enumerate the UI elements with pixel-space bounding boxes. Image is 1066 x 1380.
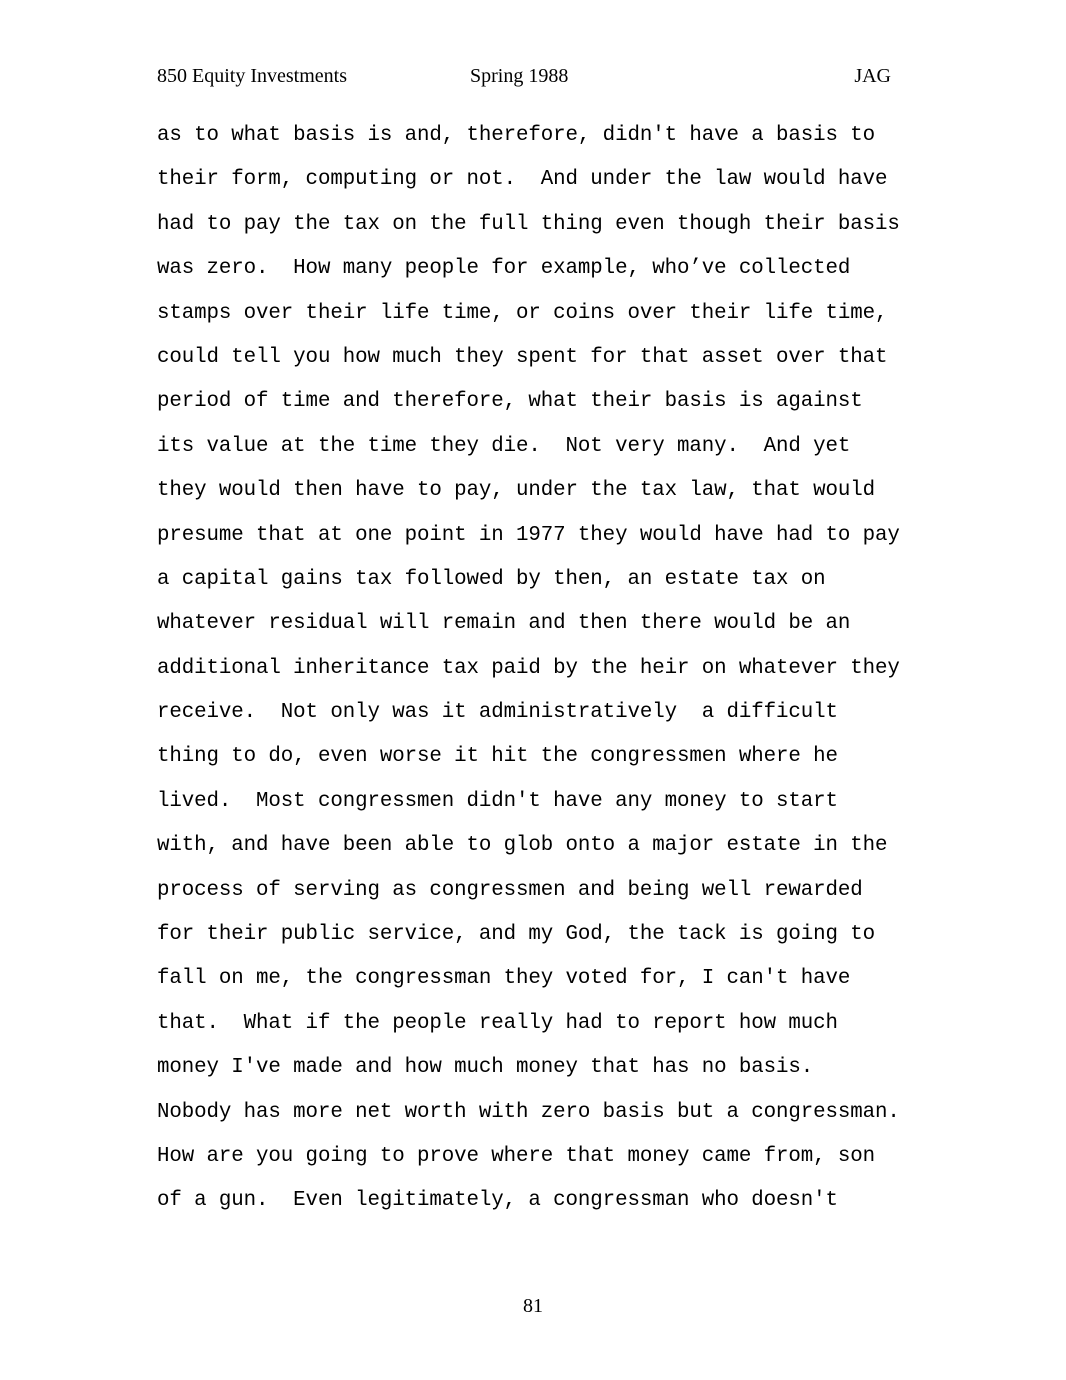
text-line: Nobody has more net worth with zero basis but a congressman. — [157, 1100, 900, 1124]
text-line: that. What if the people really had to report how much — [157, 1011, 838, 1035]
text-line: could tell you how much they spent for that asset over that — [157, 345, 888, 369]
text-line: stamps over their life time, or coins over their life time, — [157, 301, 888, 325]
text-line: their form, computing or not. And under the law would have — [157, 168, 888, 192]
text-line: they would then have to pay, under the tax law, that would — [157, 479, 876, 503]
page-header — [157, 62, 891, 90]
text-line: with, and have been able to glob onto a major estate in the — [157, 834, 888, 858]
text-line: as to what basis is and, therefore, didn't have a basis to — [157, 124, 876, 147]
text-line: for their public service, and my God, the tack is going to — [157, 923, 876, 947]
transcript-body — [157, 118, 937, 1228]
text-line: was zero. How many people for example, who’ve collected — [157, 257, 851, 281]
text-line: its value at the time they die. Not very many. And yet — [157, 434, 851, 458]
text-line: receive. Not only was it administratively a difficult — [157, 701, 838, 725]
page-number: 81 — [523, 1295, 543, 1317]
text-line: How are you going to prove where that money came from, son — [157, 1144, 876, 1168]
text-line: additional inheritance tax paid by the heir on whatever they — [157, 656, 900, 680]
text-line: thing to do, even worse it hit the congressmen where he — [157, 745, 838, 769]
header-author-initials: JAG — [854, 65, 891, 87]
header-term: Spring 1988 — [470, 65, 569, 87]
text-line: had to pay the tax on the full thing even though their basis — [157, 212, 900, 236]
text-line: process of serving as congressmen and being well rewarded — [157, 878, 863, 902]
text-line: of a gun. Even legitimately, a congressman who doesn't — [157, 1189, 838, 1213]
text-line: fall on me, the congressman they voted for, I can't have — [157, 967, 851, 991]
text-line: lived. Most congressmen didn't have any money to start — [157, 789, 838, 813]
text-line: period of time and therefore, what their basis is against — [157, 390, 863, 414]
text-line: presume that at one point in 1977 they would have had to pay — [157, 523, 900, 547]
text-line: a capital gains tax followed by then, an estate tax on — [157, 567, 826, 591]
header-course-title: 850 Equity Investments — [157, 65, 347, 87]
text-line: whatever residual will remain and then there would be an — [157, 612, 851, 636]
text-line: money I've made and how much money that has no basis. — [157, 1056, 814, 1080]
